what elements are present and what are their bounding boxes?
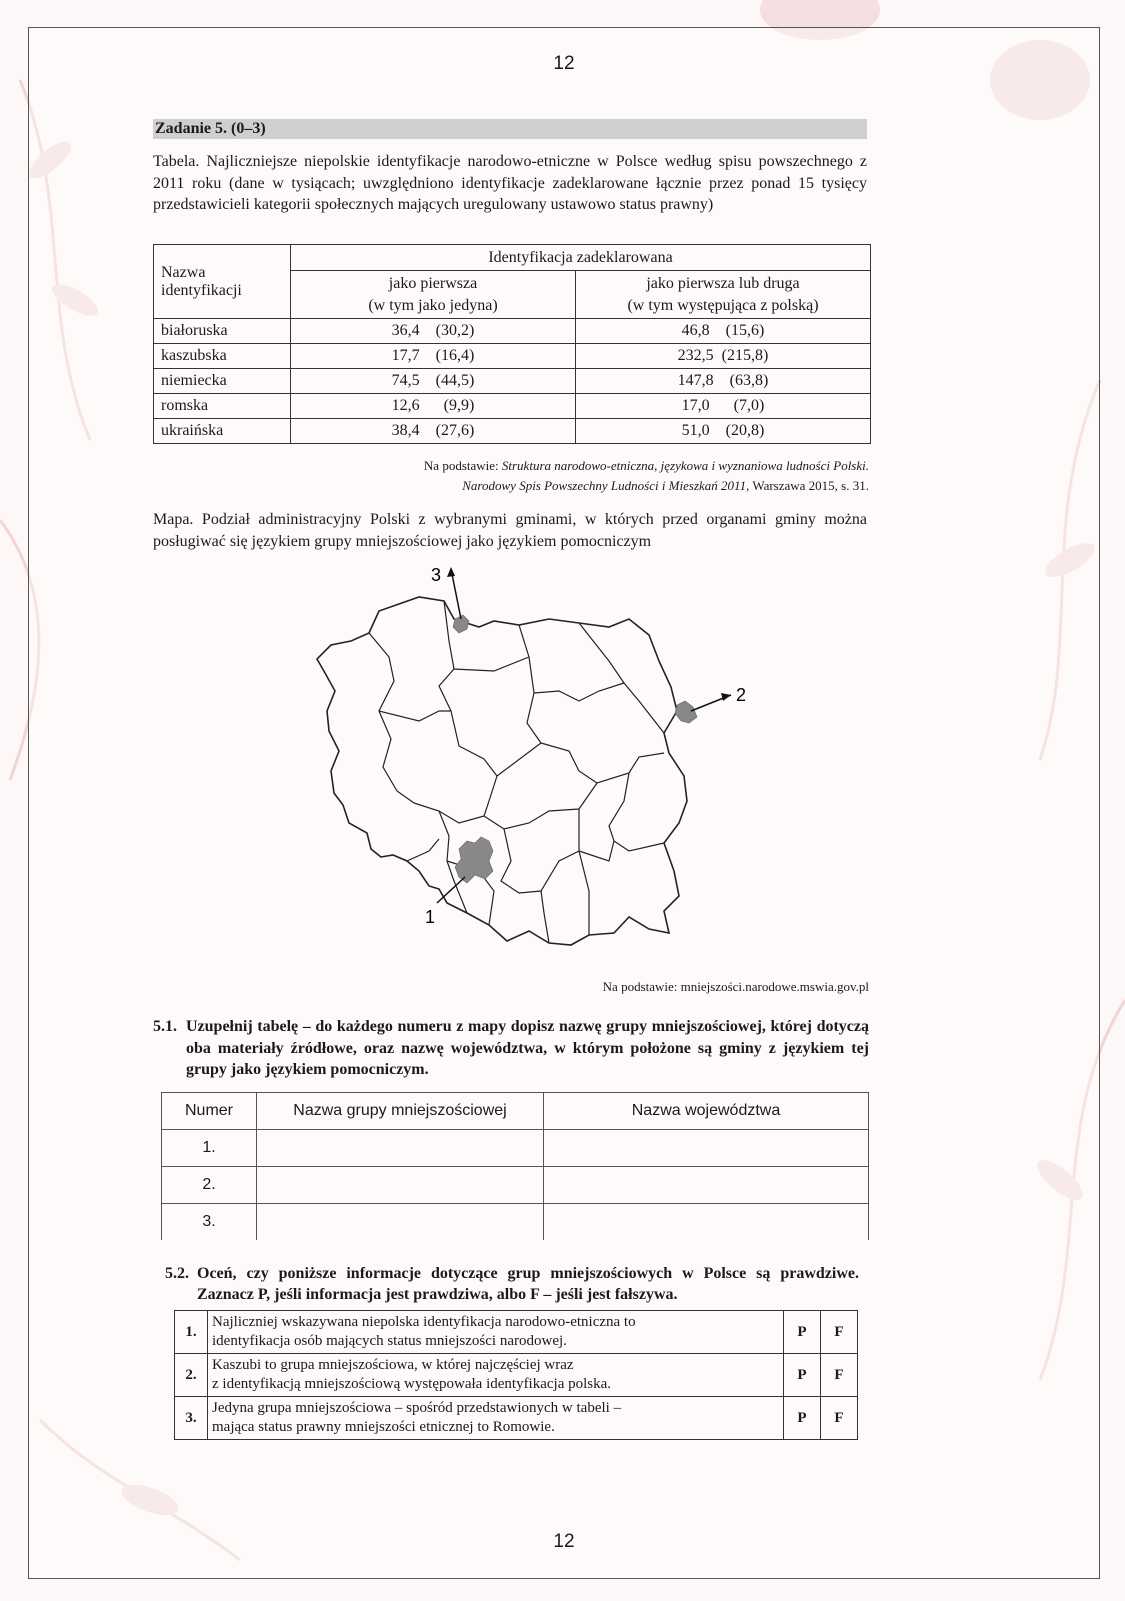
answer-voivodeship-cell[interactable] <box>544 1130 869 1167</box>
statement-number: 3. <box>175 1397 208 1440</box>
table-caption: Tabela. Najliczniejsze niepolskie identyfikacje narodowo-etniczne w Polsce według spisu powszechnego z 2011 roku (dane w tysiącach; uwzględniono identyfikacje zadeklarowane łącznie przez ponad 15 tysięcy przedstawicieli kategorii społecznych mających uregulowany ustawowo status prawny) <box>153 153 867 213</box>
row-name: romska <box>154 394 291 419</box>
statement-line: Kaszubi to grupa mniejszościowa, w której najczęściej wraz <box>212 1357 574 1373</box>
row-value-a: 36,4 (30,2) <box>291 319 576 344</box>
row-value-a: 38,4 (27,6) <box>291 419 576 444</box>
option-f[interactable]: F <box>821 1311 858 1354</box>
answer-table-5-1 <box>161 1092 869 1240</box>
header-col-a-line1: jako pierwsza <box>388 274 478 292</box>
table-row <box>154 319 871 344</box>
statement-number: 1. <box>175 1311 208 1354</box>
header-group-name: Nazwa grupy mniejszościowej <box>257 1093 544 1130</box>
statement-line: z identyfikacją mniejszościową występowała identyfikacja polska. <box>212 1376 612 1392</box>
statement-line: Jedyna grupa mniejszościowa – spośród przedstawionych w tabeli – <box>212 1400 622 1416</box>
arrow-heads <box>447 567 731 701</box>
statement-line: identyfikacja osób mających status mniejszości narodowej. <box>212 1333 567 1349</box>
source-details: , Warszawa 2015, s. 31. <box>746 478 869 493</box>
map-caption: Mapa. Podział administracyjny Polski z wybranymi gminami, w których przed organami gminy można posługiwać się językiem grupy mniejszościowej jako językiem pomocniczym <box>153 511 867 550</box>
minority-communes <box>453 615 697 883</box>
map-label-2: 2 <box>736 685 747 705</box>
row-name: białoruska <box>154 319 291 344</box>
option-p[interactable]: P <box>784 1311 821 1354</box>
answer-group-cell[interactable] <box>257 1130 544 1167</box>
option-f[interactable]: F <box>821 1397 858 1440</box>
header-number: Numer <box>162 1093 257 1130</box>
row-number: 1. <box>162 1130 257 1167</box>
header-col-b-line2: (w tym występująca z polską) <box>627 296 819 314</box>
row-name: kaszubska <box>154 344 291 369</box>
table-row <box>154 344 871 369</box>
map-label-1: 1 <box>425 907 436 927</box>
header-col-b-line1: jako pierwsza lub druga <box>646 274 800 292</box>
page-number-bottom: 12 <box>553 1531 575 1552</box>
statement-text <box>208 1354 784 1397</box>
row-value-a: 17,7 (16,4) <box>291 344 576 369</box>
row-value-b: 51,0 (20,8) <box>576 419 871 444</box>
question-5-1 <box>153 1016 869 1081</box>
option-p[interactable]: P <box>784 1354 821 1397</box>
arrow-3 <box>451 569 461 619</box>
question-text: Uzupełnij tabelę – do każdego numeru z mapy dopisz nazwę grupy mniejszościowej, której dotyczą oba materiały źródłowe, oraz nazwę województwa, w którym położone są gminy z językiem tej grupy jako językiem pomocniczym. <box>186 1018 869 1078</box>
map-label-3: 3 <box>431 565 442 585</box>
question-number: 5.1. <box>153 1018 177 1035</box>
commune-area-1 <box>455 837 493 883</box>
true-false-table <box>174 1310 858 1440</box>
header-col-a <box>291 271 576 319</box>
source-title: Struktura narodowo-etniczna, językowa i wyznaniowa ludności Polski. <box>501 458 869 473</box>
statement-line: mająca status prawny mniejszości etnicznej to Romowie. <box>212 1419 555 1435</box>
header-voivodeship: Nazwa województwa <box>544 1093 869 1130</box>
source-census: Narodowy Spis Powszechny Ludności i Mieszkań 2011 <box>462 478 747 493</box>
table-row <box>154 419 871 444</box>
answer-group-cell[interactable] <box>257 1204 544 1241</box>
task-header: Zadanie 5. (0–3) <box>153 119 867 139</box>
answer-voivodeship-cell[interactable] <box>544 1167 869 1204</box>
identity-table <box>153 244 871 444</box>
page-number-top: 12 <box>553 53 575 74</box>
exam-page <box>28 27 1100 1579</box>
row-value-b: 17,0 (7,0) <box>576 394 871 419</box>
voivodeship-borders <box>369 601 664 943</box>
row-name: niemiecka <box>154 369 291 394</box>
statement-number: 2. <box>175 1354 208 1397</box>
answer-group-cell[interactable] <box>257 1167 544 1204</box>
statement-text <box>208 1311 784 1354</box>
row-value-b: 232,5 (215,8) <box>576 344 871 369</box>
row-value-a: 74,5 (44,5) <box>291 369 576 394</box>
question-5-2 <box>165 1263 859 1305</box>
row-number: 2. <box>162 1167 257 1204</box>
question-number: 5.2. <box>165 1265 189 1282</box>
statement-line: Najliczniej wskazywana niepolska identyfikacja narodowo-etniczna to <box>212 1314 636 1330</box>
poland-outline <box>317 597 687 945</box>
table-row <box>154 369 871 394</box>
row-number: 3. <box>162 1204 257 1241</box>
row-value-b: 46,8 (15,6) <box>576 319 871 344</box>
row-value-a: 12,6 (9,9) <box>291 394 576 419</box>
row-name: ukraińska <box>154 419 291 444</box>
answer-voivodeship-cell[interactable] <box>544 1204 869 1241</box>
question-text: Oceń, czy poniższe informacje dotyczące grup mniejszościowych w Polsce są prawdziwe. Zaznacz P, jeśli informacja jest prawdziwa, albo F – jeśli jest fałszywa. <box>197 1265 859 1303</box>
map-source: Na podstawie: mniejszości.narodowe.mswia.gov.pl <box>602 979 869 994</box>
statement-text <box>208 1397 784 1440</box>
row-value-b: 147,8 (63,8) <box>576 369 871 394</box>
header-name: Nazwa identyfikacji <box>154 245 291 319</box>
table-source <box>279 456 869 496</box>
header-col-b <box>576 271 871 319</box>
source-prefix: Na podstawie: <box>423 458 502 473</box>
option-f[interactable]: F <box>821 1354 858 1397</box>
header-group: Identyfikacja zadeklarowana <box>291 245 871 271</box>
commune-area-2 <box>675 701 697 723</box>
header-col-a-line2: (w tym jako jedyna) <box>368 296 498 314</box>
option-p[interactable]: P <box>784 1397 821 1440</box>
poland-map <box>279 561 747 971</box>
table-row <box>154 394 871 419</box>
